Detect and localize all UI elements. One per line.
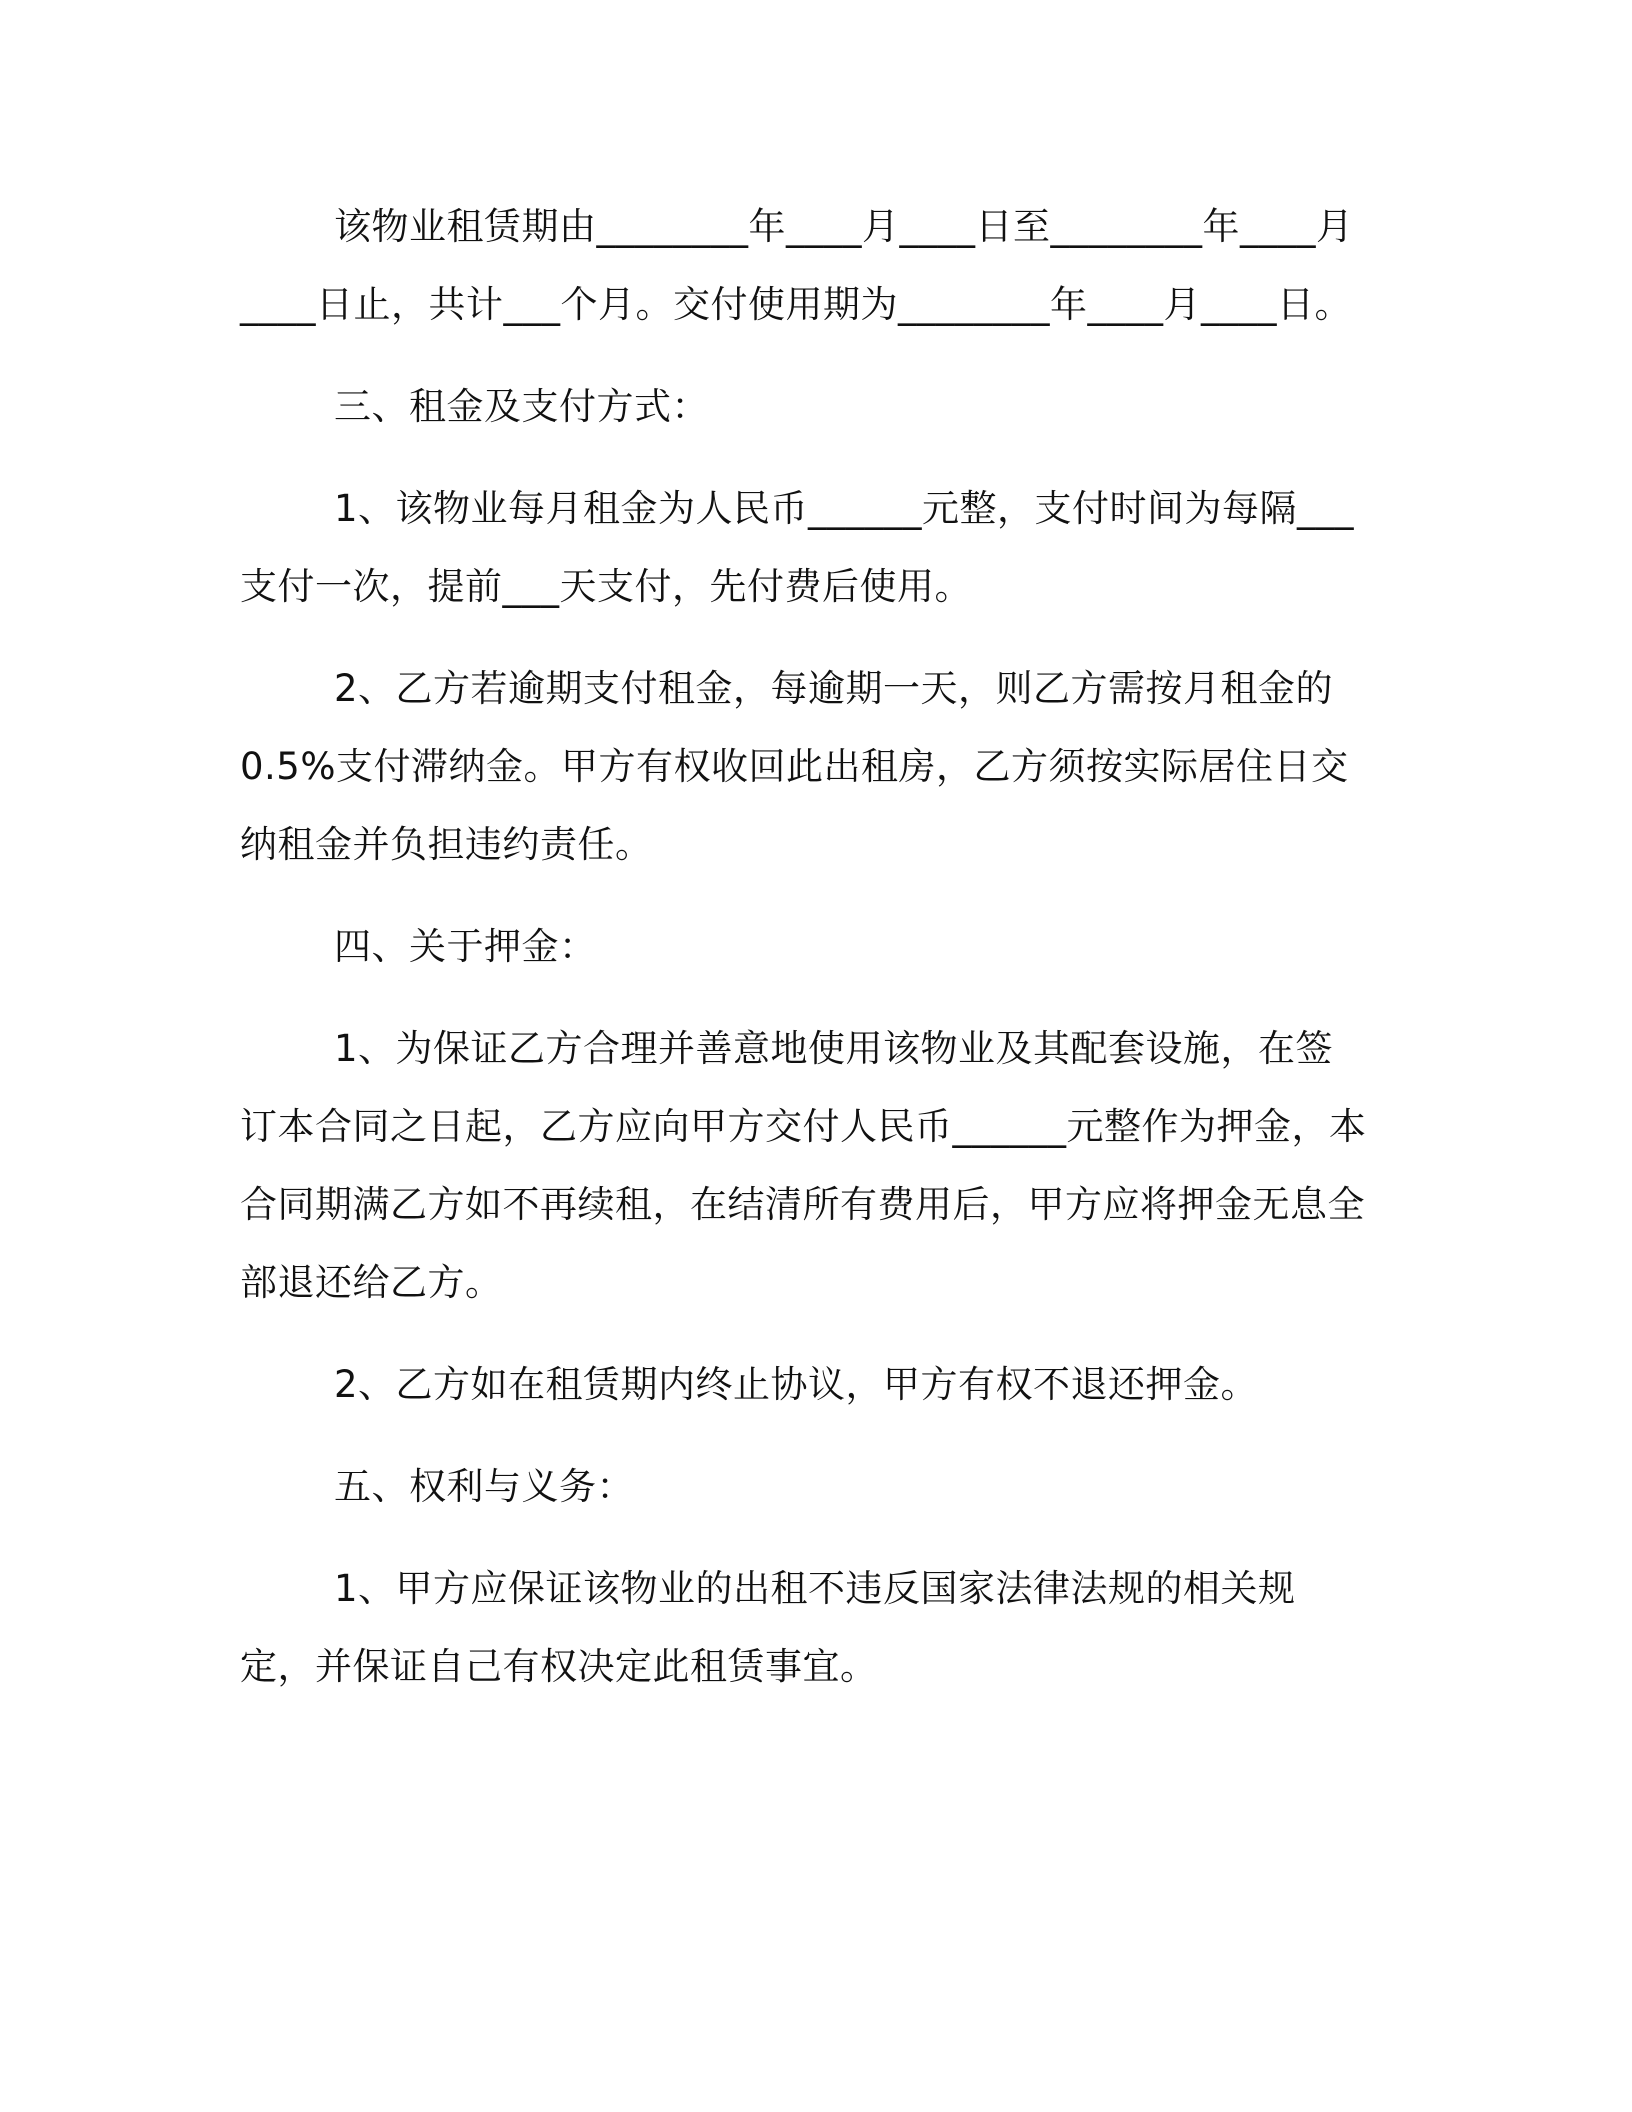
deposit-clause-1: 1、为保证乙方合理并善意地使用该物业及其配套设施，在签订本合同之日起，乙方应向甲方交付人民币______元整作为押金，本合同期满乙方如不再续租，在结清所有费用后，甲方应将押金无息全部退还给乙方。 — [240, 1027, 1367, 1304]
section-heading-rent-payment: 三、租金及支付方式： — [334, 385, 709, 428]
document-body — [240, 188, 1368, 1730]
section-heading-deposit: 四、关于押金： — [334, 925, 597, 968]
rights-duties-clause-1: 1、甲方应保证该物业的出租不违反国家法律法规的相关规定，并保证自己有权决定此租赁事宜。 — [240, 1567, 1296, 1688]
rent-payment-clause-1: 1、该物业每月租金为人民币______元整，支付时间为每隔___支付一次，提前___天支付，先付费后使用。 — [240, 487, 1355, 608]
deposit-clause-2: 2、乙方如在租赁期内终止协议，甲方有权不退还押金。 — [334, 1363, 1259, 1406]
lease-term-paragraph: 该物业租赁期由________年____月____日至________年____月____日止，共计___个月。交付使用期为________年____月____日。 — [240, 205, 1354, 326]
rent-payment-clause-2: 2、乙方若逾期支付租金，每逾期一天，则乙方需按月租金的0.5%支付滞纳金。甲方有权收回此出租房，乙方须按实际居住日交纳租金并负担违约责任。 — [240, 667, 1349, 866]
section-heading-rights-duties: 五、权利与义务： — [334, 1465, 634, 1508]
